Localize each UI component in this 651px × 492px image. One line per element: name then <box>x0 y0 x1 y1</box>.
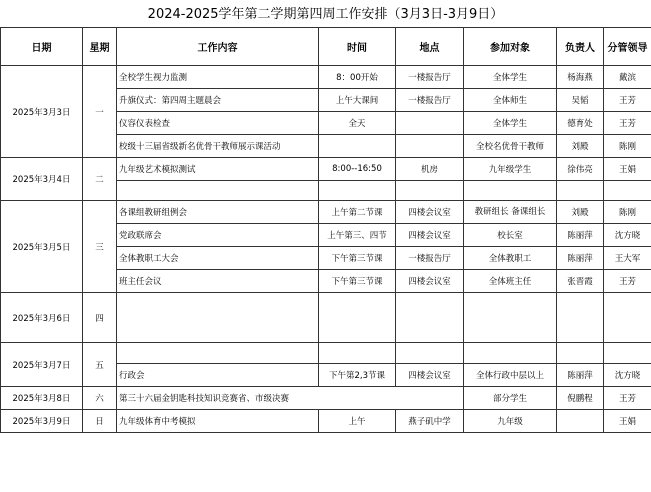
place-cell <box>396 135 464 158</box>
leader-cell: 沈方晓 <box>604 364 651 387</box>
header-row <box>1 28 651 66</box>
content-cell: 班主任会议 <box>117 270 319 293</box>
place-cell: 机房 <box>396 158 464 181</box>
time-cell <box>319 135 396 158</box>
table-row <box>1 387 651 410</box>
place-cell <box>396 181 464 201</box>
participants-cell: 校长室 <box>464 224 557 247</box>
leader-cell: 王娟 <box>604 410 651 433</box>
time-cell: 下午第三节课 <box>319 247 396 270</box>
participants-cell <box>464 343 557 364</box>
content-cell: 行政会 <box>117 364 319 387</box>
owner-cell: 张晋霞 <box>557 270 604 293</box>
table-row <box>1 343 651 364</box>
time-cell: 8：00开始 <box>319 66 396 89</box>
place-cell: 一楼报告厅 <box>396 66 464 89</box>
leader-cell <box>604 343 651 364</box>
date-cell: 2025年3月4日 <box>1 158 83 201</box>
weekday-cell: 一 <box>83 66 117 158</box>
content-cell: 第三十六届金钥匙科技知识竞赛省、市级决赛 <box>117 387 464 410</box>
content-cell <box>117 343 319 364</box>
participants-cell: 九年级 <box>464 410 557 433</box>
owner-cell: 刘殿 <box>557 201 604 224</box>
owner-cell: 倪鹏程 <box>557 387 604 410</box>
content-cell: 党政联席会 <box>117 224 319 247</box>
leader-cell: 戴滨 <box>604 66 651 89</box>
header-participants: 参加对象 <box>464 28 557 66</box>
owner-cell: 陈丽萍 <box>557 364 604 387</box>
table-row <box>1 66 651 89</box>
owner-cell: 德育处 <box>557 112 604 135</box>
time-cell: 全天 <box>319 112 396 135</box>
time-cell: 下午第2,3节课 <box>319 364 396 387</box>
content-cell: 仪容仪表检查 <box>117 112 319 135</box>
header-content: 工作内容 <box>117 28 319 66</box>
time-cell: 上午第三、四节 <box>319 224 396 247</box>
leader-cell: 王芳 <box>604 270 651 293</box>
schedule-table <box>0 27 651 433</box>
participants-cell: 全体班主任 <box>464 270 557 293</box>
owner-cell <box>557 293 604 343</box>
content-cell: 九年级艺术模拟测试 <box>117 158 319 181</box>
owner-cell: 刘殿 <box>557 135 604 158</box>
weekday-cell: 三 <box>83 201 117 293</box>
participants-cell: 全体行政中层以上 <box>464 364 557 387</box>
content-cell <box>117 293 319 343</box>
time-cell: 上午第二节课 <box>319 201 396 224</box>
participants-cell: 全校名优骨干教师 <box>464 135 557 158</box>
leader-cell: 王大军 <box>604 247 651 270</box>
place-cell: 四楼会议室 <box>396 201 464 224</box>
place-cell <box>396 343 464 364</box>
table-row <box>1 293 651 343</box>
participants-cell: 部分学生 <box>464 387 557 410</box>
owner-cell: 吴韬 <box>557 89 604 112</box>
time-cell: 下午第三节课 <box>319 270 396 293</box>
place-cell: 燕子矶中学 <box>396 410 464 433</box>
owner-cell <box>557 181 604 201</box>
weekday-cell: 二 <box>83 158 117 201</box>
table-row <box>1 410 651 433</box>
leader-cell: 王芳 <box>604 89 651 112</box>
owner-cell <box>557 410 604 433</box>
content-cell <box>117 181 319 201</box>
place-cell: 四楼会议室 <box>396 364 464 387</box>
participants-cell <box>464 181 557 201</box>
participants-cell <box>464 293 557 343</box>
date-cell: 2025年3月7日 <box>1 343 83 387</box>
header-weekday: 星期 <box>83 28 117 66</box>
date-cell: 2025年3月9日 <box>1 410 83 433</box>
owner-cell: 杨海燕 <box>557 66 604 89</box>
participants-cell: 全体教职工 <box>464 247 557 270</box>
owner-cell: 徐伟亮 <box>557 158 604 181</box>
participants-cell: 九年级学生 <box>464 158 557 181</box>
time-cell <box>319 293 396 343</box>
leader-cell: 沈方晓 <box>604 224 651 247</box>
leader-cell <box>604 181 651 201</box>
content-cell: 升旗仪式：第四周主题晨会 <box>117 89 319 112</box>
owner-cell <box>557 343 604 364</box>
leader-cell: 陈刚 <box>604 135 651 158</box>
participants-cell: 全体学生 <box>464 112 557 135</box>
owner-cell: 陈丽萍 <box>557 247 604 270</box>
time-cell: 上午大课间 <box>319 89 396 112</box>
place-cell: 四楼会议室 <box>396 224 464 247</box>
header-place: 地点 <box>396 28 464 66</box>
time-cell: 上午 <box>319 410 396 433</box>
place-cell: 一楼报告厅 <box>396 247 464 270</box>
content-cell: 全体教职工大会 <box>117 247 319 270</box>
date-cell: 2025年3月5日 <box>1 201 83 293</box>
weekday-cell: 四 <box>83 293 117 343</box>
leader-cell <box>604 293 651 343</box>
content-cell: 各课组教研组例会 <box>117 201 319 224</box>
weekday-cell: 六 <box>83 387 117 410</box>
owner-cell: 陈丽萍 <box>557 224 604 247</box>
table-row <box>1 158 651 181</box>
leader-cell: 王芳 <box>604 112 651 135</box>
time-cell: 8:00--16:50 <box>319 158 396 181</box>
leader-cell: 王芳 <box>604 387 651 410</box>
participants-cell: 全体学生 <box>464 66 557 89</box>
place-cell: 四楼会议室 <box>396 270 464 293</box>
weekday-cell: 五 <box>83 343 117 387</box>
date-cell: 2025年3月8日 <box>1 387 83 410</box>
time-cell <box>319 343 396 364</box>
participants-cell: 教研组长 备课组长 <box>464 201 557 224</box>
place-cell <box>396 293 464 343</box>
header-date: 日期 <box>1 28 83 66</box>
header-owner: 负责人 <box>557 28 604 66</box>
sheet-title: 2024-2025学年第二学期第四周工作安排（3月3日-3月9日） <box>147 7 504 22</box>
date-cell: 2025年3月6日 <box>1 293 83 343</box>
place-cell: 一楼报告厅 <box>396 89 464 112</box>
date-cell: 2025年3月3日 <box>1 66 83 158</box>
header-leader: 分管领导 <box>604 28 651 66</box>
time-cell <box>319 181 396 201</box>
table-row <box>1 201 651 224</box>
leader-cell: 陈刚 <box>604 201 651 224</box>
content-cell: 校级十三届省级新名优骨干教师展示课活动 <box>117 135 319 158</box>
content-cell: 全校学生视力监测 <box>117 66 319 89</box>
header-time: 时间 <box>319 28 396 66</box>
leader-cell: 王娟 <box>604 158 651 181</box>
content-cell: 九年级体育中考模拟 <box>117 410 319 433</box>
participants-cell: 全体师生 <box>464 89 557 112</box>
place-cell <box>396 112 464 135</box>
weekday-cell: 日 <box>83 410 117 433</box>
